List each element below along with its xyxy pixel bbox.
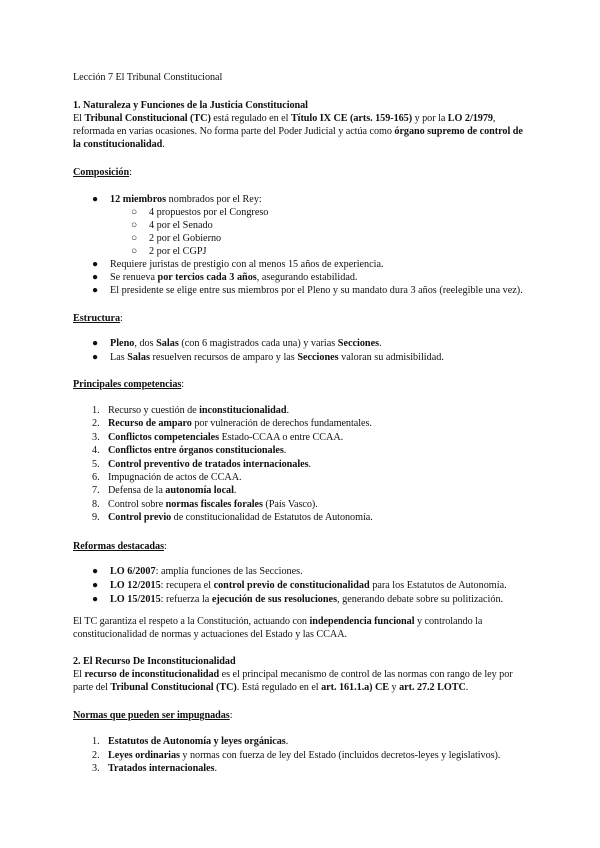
list-number: 6. — [92, 472, 100, 483]
bullet-item: ● 12 miembros nombrados por el Rey: — [92, 194, 262, 205]
bullet-item: ● Requiere juristas de prestigio con al menos 15 años de experiencia. — [92, 259, 384, 270]
sub-bullet-icon: ○ — [131, 207, 138, 218]
bullet-icon: ● — [92, 194, 99, 205]
list-item: Control previo de constitucionalidad de Estatutos de Autonomía. — [108, 512, 373, 524]
list-number: 1. — [92, 736, 100, 747]
list-number: 4. — [92, 445, 100, 457]
bullet-item: ● Se renueva por tercios cada 3 años, asegurando estabilidad. — [92, 272, 358, 283]
list-item: Tratados internacionales. — [108, 763, 217, 774]
list-item: Recurso de amparo por vulneración de derechos fundamentales. — [108, 418, 372, 430]
bullet-item: ● El presidente se elige entre sus miembros por el Pleno y su mandato dura 3 años (reelegible una vez). — [92, 285, 523, 296]
list-item: Recurso y cuestión de inconstitucionalidad. — [108, 405, 289, 416]
list-number: 3. — [92, 431, 100, 443]
list-item: Control preventivo de tratados internacionales. — [108, 458, 311, 470]
sub-bullet-item: ○ 2 por el Gobierno — [131, 233, 222, 244]
sub-bullet-item: ○ 2 por el CGPJ — [131, 246, 207, 257]
bullet-icon: ● — [92, 259, 99, 270]
bullet-icon: ● — [92, 594, 99, 605]
bullet-icon: ● — [92, 285, 99, 296]
bullet-icon: ● — [92, 352, 99, 363]
section-1-heading: 1. Naturaleza y Funciones de la Justicia Constitucional — [73, 100, 308, 111]
estructura-label: Estructura: — [73, 313, 123, 324]
list-item: Control sobre normas fiscales forales (País Vasco). — [108, 498, 318, 510]
list-item: Impugnación de actos de CCAA. — [108, 472, 242, 483]
sub-bullet-icon: ○ — [131, 246, 138, 257]
list-number: 9. — [92, 512, 100, 524]
list-number: 3. — [92, 763, 100, 774]
list-number: 7. — [92, 485, 100, 497]
sub-bullet-icon: ○ — [131, 220, 138, 231]
list-item: Defensa de la autonomía local. — [108, 485, 237, 497]
normas-label: Normas que pueden ser impugnadas: — [73, 710, 233, 721]
paragraph-line: la constitucionalidad. — [73, 139, 165, 150]
paragraph-line: El TC garantiza el respeto a la Constitución, actuando con independencia funcional y controlando la — [73, 616, 483, 627]
list-item: Conflictos entre órganos constitucionales. — [108, 445, 287, 457]
document-title: Lección 7 El Tribunal Constitucional — [73, 72, 223, 83]
list-number: 5. — [92, 458, 100, 470]
bullet-icon: ● — [92, 338, 99, 349]
sub-bullet-item: ○ 4 por el Senado — [131, 220, 213, 231]
paragraph-line: reformada en varias ocasiones. No forma parte del Poder Judicial y actúa como órgano supremo de control de — [73, 126, 523, 137]
composicion-label: Composición: — [73, 167, 132, 178]
list-number: 2. — [92, 749, 100, 761]
list-item: Conflictos competenciales Estado-CCAA o entre CCAA. — [108, 431, 344, 443]
bullet-icon: ● — [92, 580, 99, 591]
paragraph-line: constitucionalidad de normas y actuaciones del Estado y las CCAA. — [73, 629, 348, 640]
list-number: 8. — [92, 498, 100, 510]
bullet-item: ● LO 12/2015: recupera el control previo de constitucionalidad para los Estatutos de Autonomía. — [92, 580, 507, 591]
bullet-item: ● LO 15/2015: refuerza la ejecución de sus resoluciones, generando debate sobre su politización. — [92, 594, 504, 605]
sub-bullet-item: ○ 4 propuestos por el Congreso — [131, 207, 269, 218]
sub-bullet-icon: ○ — [131, 233, 138, 244]
competencias-label: Principales competencias: — [73, 379, 185, 390]
reformas-label: Reformas destacadas: — [73, 541, 167, 552]
bullet-icon: ● — [92, 566, 99, 577]
list-number: 2. — [92, 418, 100, 430]
list-number: 1. — [92, 405, 100, 416]
bullet-item: ● LO 6/2007: amplía funciones de las Secciones. — [92, 566, 303, 577]
paragraph-line: parte del Tribunal Constitucional (TC). Está regulado en el art. 161.1.a) CE y art. 27.2 LOTC. — [73, 682, 469, 693]
paragraph-line: El recurso de inconstitucionalidad es el principal mecanismo de control de las normas con rango de ley por — [73, 669, 513, 680]
section-2-heading: 2. El Recurso De Inconstitucionalidad — [73, 656, 236, 667]
bullet-icon: ● — [92, 272, 99, 283]
paragraph-line: El Tribunal Constitucional (TC) está regulado en el Título IX CE (arts. 159-165) y por la LO 2/1979, — [73, 113, 496, 124]
bullet-item: ● Pleno, dos Salas (con 6 magistrados cada una) y varias Secciones. — [92, 338, 382, 349]
list-item: Leyes ordinarias y normas con fuerza de ley del Estado (incluidos decretos-leyes y legislativos). — [108, 749, 501, 761]
bullet-item: ● Las Salas resuelven recursos de amparo y las Secciones valoran su admisibilidad. — [92, 352, 444, 363]
list-item: Estatutos de Autonomía y leyes orgánicas. — [108, 736, 289, 747]
